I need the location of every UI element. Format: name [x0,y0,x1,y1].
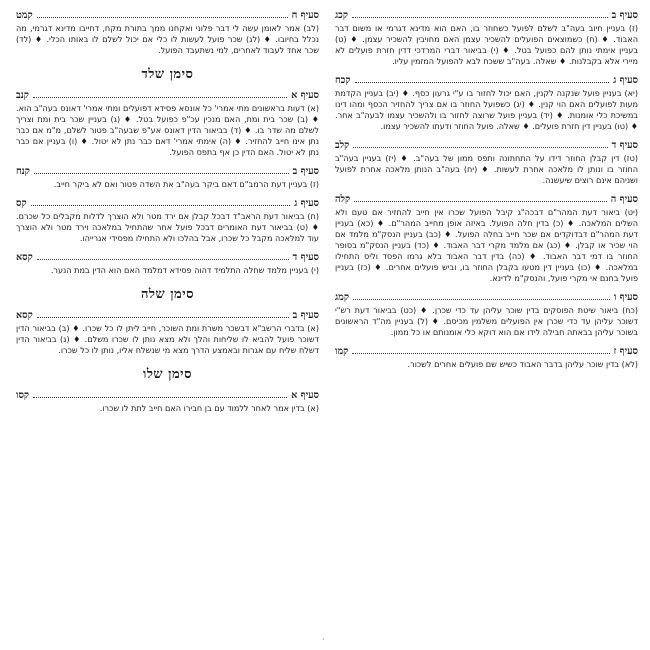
entry-text: (י) בעניין מלמד שחלה התלמיד דהוה פסידא דמלמד האם הוא הדין במת הנער. [50,265,319,275]
page-number: קמו [335,346,349,357]
index-entry [335,346,638,370]
entry-heading [16,90,319,101]
entry-text: (לב) אמר לאומן עשה לי דבר פלוני ואקחנו ממך בתורת מקח, דחייבו מדינא דגרמי, מה נכלל בחיובו. ♦ (לג) שכר פועל לעשות לו כלי אם יכול לשלם לו באותו הכלי. ♦ (לד) שכר אחד לעבוד לאחרים, למי נשתעבד הפועל. [16,23,319,55]
index-entry [16,90,319,158]
seif-label: סעיף ב [292,310,319,321]
page-number: קמט [16,10,33,21]
entry-text: (יא) בעניין פועל שנקנה לקנין, האם יכול לחזור בו ע"י גרעון כסף. ♦ (יב) בעניין הקדמת מעות לפועלים האם הוי קנין. ♦ (יג) כשפועל החוזר בו אם צריך להחזיר הכסף ומהו דינו במשיכת כלי אומנות. ♦ (יד) בעניין פועל שרוצה לחזור בו ולהשכיר עצמו לבעה"ב אחר. ♦ (טו) בעניין דין חזרת פועלים. ♦ שאלה. פועל החוזר ודעתו להשכיר עצמו. [335,88,638,131]
dot-leader [33,96,287,98]
entry-text: (א) בדברי הרשב"א דבשכר משרת ומת השוכר, חייב ליתן לו כל שכרו. ♦ (ב) בביאור הדין דשוכר פועל להביא לו שליחות והלך ולא מצא נותן לו שכרו משלם. ♦ (ג) בביאור הדין דשלח שליח עם אגרות ובאמצע הדרך מצא מי שנשלח אליו, נותן לו כל שכרו. [16,323,319,355]
right-column [335,10,638,650]
entry-heading [335,140,638,151]
page-number: קסו [16,390,30,401]
page-number: קכח [335,75,351,86]
seif-label: סעיף ד [611,140,638,151]
dot-leader [33,396,287,398]
entry-heading [16,390,319,401]
entry-text: (יט) ביאור דעת המהר"ם דבכה"ג קיבל הפועל שכרו אין חייב להחזיר אם טעם ולא השלים המלאכה. ♦ (כ) בדין חלה הפועל. באיזה אופן מחייב המהר"ם. ♦ (כא) בעניין דעת המהר"ם דבדוקדים אם שכר חייב בחלה הפועל. ♦ (כב) בעניין הנסק"מ מלמד אם הוי שכיר או קבלן. ♦ (כג) אם מלמד מקרי דבר האבוד. ♦ (כד) בעניין הנסק"מ בסופר החוזר בו דמי דבר האבוד. ♦ (כה) בדין דבר האבוד בלא גרמו הפסד וליס התחילו במלאכה. ♦ (כו) בעניין דין מטעו בקבלן החוזר בו, וביש פועלים אחרים. ♦ (כז) בעניין פועל בחנם אי מקרי פועל, והנסק"מ לדינא. [335,207,638,283]
index-entry [335,194,638,284]
seif-label: סעיף ו [613,292,638,303]
seif-label: סעיף ב [292,166,319,177]
seif-label: סעיף ג [613,75,638,86]
page-number: קלב [335,140,350,151]
index-entry [335,10,638,67]
seif-label: סעיף א [291,90,319,101]
index-entry [16,10,319,56]
index-entry [16,198,319,244]
page-number: קסא [16,310,33,321]
dot-leader [352,16,608,18]
index-entry [16,166,319,190]
seif-label: סעיף ה [610,194,638,205]
entry-heading [16,198,319,209]
index-entry [335,140,638,186]
index-entry [16,310,319,356]
dot-leader [352,352,609,354]
entry-text: (כח) ביאור שיטת הפוסקים בדין שוכר עליהן עד כדי שכרן. ♦ (כט) בביאור דעת רש"י דשוכר עליהן עד כדי שכרן אין הפועלים משלמין מכיסם. ♦ (ל) בעניין מה"ד הראשונים בשוכר עליהן בבאתה חבילה לידו אם הוא דוקא כלי אומנותם או כל ממון. [335,305,638,337]
seif-label: סעיף א [291,390,319,401]
entry-heading [16,252,319,263]
siman-heading: סימן שלה [140,287,195,302]
entry-text: (ז) בעניין חיוב בעה"ב לשלם לפועל כשחוזר בו, האם הוא מדינא דגרמי או משום דבר האבוד. ♦ (ח) כשמוצאים הפועלים להשכיר עצמן האם מחויבין להשכיר עצמן. ♦ (ט) בעניין אימתי נותן להם כפועל בטל. ♦ (י) בביאור דברי המרדכי דדין חזרת פועלים לא מיירי אלא בקבלנות. ♦ שאלה. בעה"ב ששכח לבא להפועל המזמין עליו. [335,23,638,66]
index-entry [335,75,638,132]
dot-leader [355,81,610,83]
entry-text: (טז) דין קבלן החוזר דידו על התחתונה ותפס ממון של בעה"ב. ♦ (יז) בעניין בעה"ב החוזר בו ונותן לו מלאכה אחרת לעשות. ♦ (יח) בעה"ב הנותן מלאכה אחרת לפועל ושניהם אינם רוצים שיעשנה. [335,153,638,185]
left-column [16,10,319,650]
dot-leader [354,200,607,202]
dot-leader [37,16,288,18]
siman-heading: סימן שלו [143,367,192,382]
seif-label: סעיף ג [294,198,319,209]
index-entry [16,390,319,414]
dot-leader [31,204,291,206]
seif-label: סעיף ד [292,252,319,263]
footer-mark: · [322,635,325,644]
seif-label: סעיף ח [291,10,319,21]
index-entry [16,252,319,276]
entry-heading [16,166,319,177]
dot-leader [34,172,289,174]
page-number: קס [16,198,27,209]
dot-leader [353,146,607,148]
entry-text: (ז) בעניין דעת הרמב"ם דאם ביקר בעה"ב את השדה פטור ואם לא ביקר חייב. [53,179,319,189]
seif-label: סעיף ז [613,346,638,357]
entry-text: (לא) בדין שוכר עליהן בדבר האבוד כשיש שם פועלים אחרים לשכור. [407,359,638,369]
seif-label: סעיף ב [611,10,638,21]
page-number: קנב [16,90,29,101]
page-number: קמג [335,292,349,303]
page-number: קלה [335,194,351,205]
dot-leader [37,316,289,318]
entry-heading [16,10,319,21]
page-number: קסא [16,252,33,263]
page-number: קכג [335,10,348,21]
entry-heading [16,310,319,321]
entry-heading [335,292,638,303]
siman-heading: סימן שלד [141,67,194,82]
dot-leader [37,258,289,260]
dot-leader [353,298,610,300]
entry-text: (א) בדין אמר לאחר ללמוד עם בן חבירו האם חייב לתת לו שכרו. [99,403,319,413]
page-number: קנח [16,166,30,177]
index-entry [335,292,638,338]
entry-heading [335,75,638,86]
entry-heading [335,194,638,205]
entry-heading [335,346,638,357]
entry-heading [335,10,638,21]
entry-text: (א) דעות בראשונים מתי אמרי' כל אונסא פסידא דפועלים ומתי אמרי' דאונס בעה"ב הוא. ♦ (ב) שכר בית ומת, האם מנכין עכ"פ כפועל בטל. ♦ (ג) בעניין שכר בית ומת וצריך לשלם מה שדר בו. ♦ (ד) בביאור הדין דאונס אע"פ שבעה"ב פטור לשלם, מ"מ אם כבר נתן אינו חייב להחזיר. ♦ (ה) אימתי אמרי' דאם כבר נתן לא יטול. ♦ (ו) בעניין אם כבר נתן לא יטול. האם הדין כן אף בתפס הפועל. [16,103,319,157]
entry-text: (ח) בביאור דעת הראב"ד דבכל קבלן אם ירד מטר ולא הוצרך לדלות מקבלים כל שכרם. ♦ (ט) בביאור דעת האומרים דבכל פועל אחר שהתחיל במלאכה וירד מטר ולא הוצרך עוד למלאכה מקבל כל שכרו, אבל בהלכו ולא התחילו מפסידי אגרייהו. [16,211,319,243]
